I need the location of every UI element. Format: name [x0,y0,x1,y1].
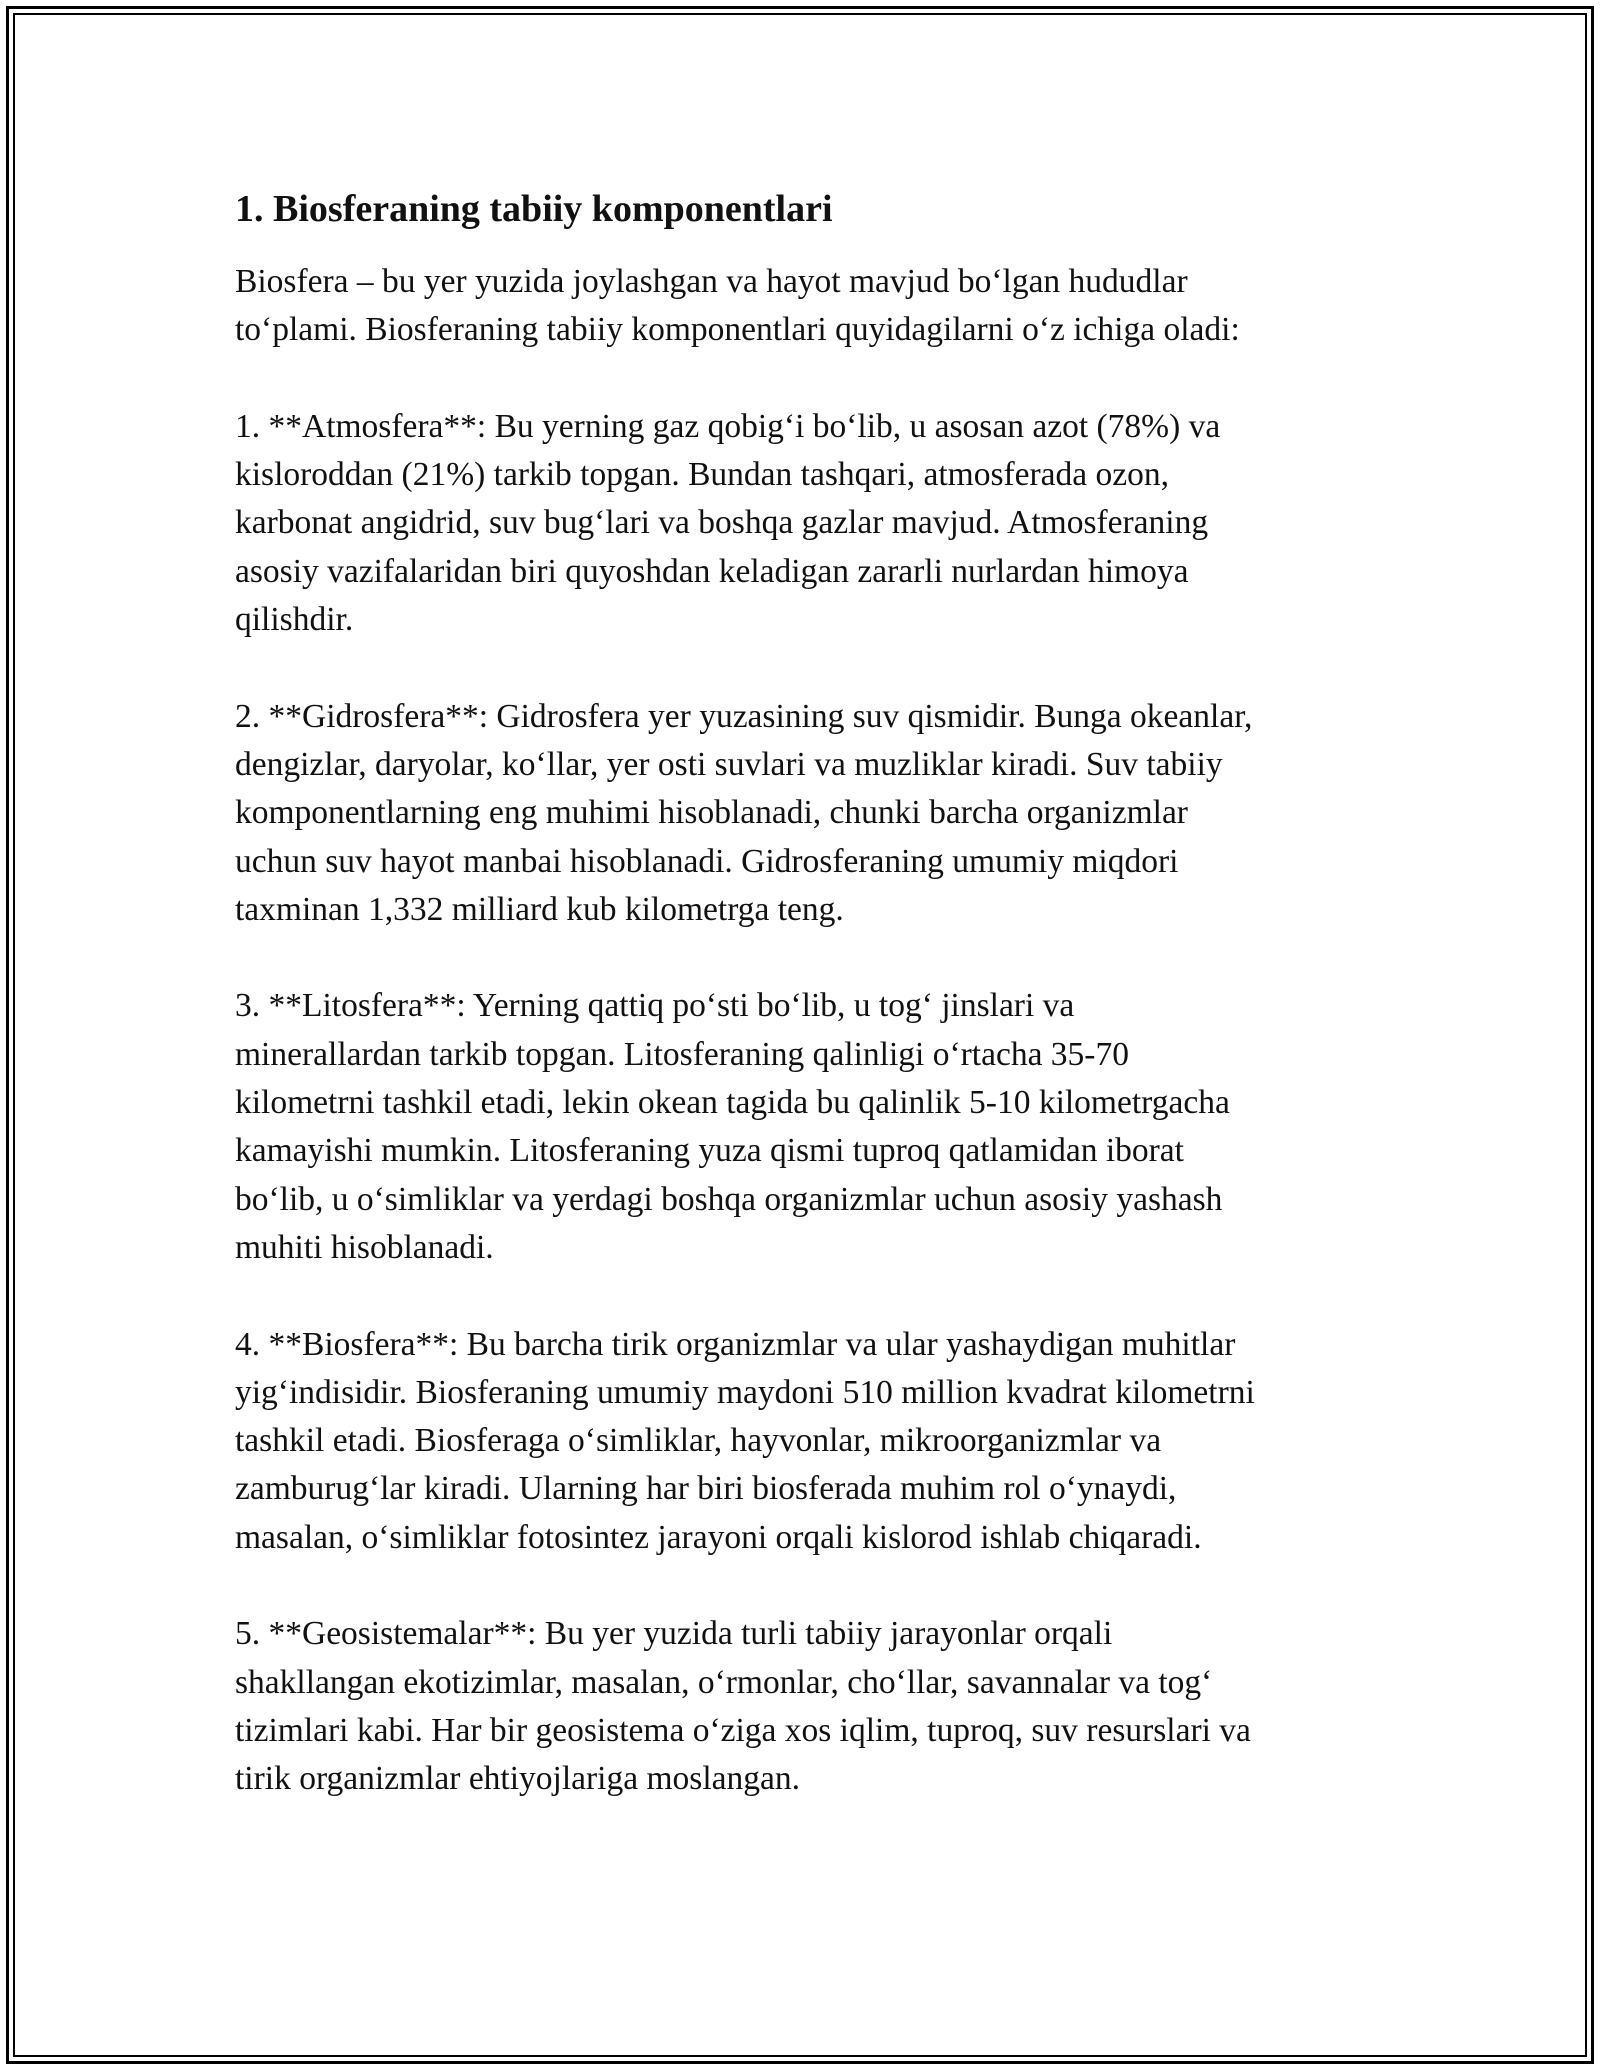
document-body [235,185,1380,1852]
document-title: 1. Biosferaning tabiiy komponentlari [235,188,833,230]
intro-paragraph: Biosfera – bu yer yuzida joylashgan va hayot mavjud bo‘lgan hududlar to‘plami. Biosferaning tabiiy komponentlari quyidagilarni o‘z ichiga oladi: [235,263,1240,349]
paragraph-geosistemalar: 5. **Geosistemalar**: Bu yer yuzida turli tabiiy jarayonlar orqali shakllangan ekotizimlar, masalan, o‘rmonlar, cho‘llar, savannalar va tog‘ tizimlari kabi. Har bir geosistema o‘ziga xos iqlim, tuproq, suv resurslari va tirik organizmlar ehtiyojlariga moslangan. [235,1615,1251,1798]
paragraph-gidrosfera: 2. **Gidrosfera**: Gidrosfera yer yuzasining suv qismidir. Bunga okeanlar, dengizlar, daryolar, ko‘llar, yer osti suvlari va muzliklar kiradi. Suv tabiiy komponentlarning eng muhimi hisoblanadi, chunki barcha organizmlar uchun suv hayot manbai hisoblanadi. Gidrosferaning umumiy miqdori taxminan 1,332 milliard kub kilometrga teng. [235,697,1253,928]
paragraph-biosfera: 4. **Biosfera**: Bu barcha tirik organizmlar va ular yashaydigan muhitlar yig‘indisidir. Biosferaning umumiy maydoni 510 million kvadrat kilometrni tashkil etadi. Biosferaga o‘simliklar, hayvonlar, mikroorganizmlar va zamburug‘lar kiradi. Ularning har biri biosferada muhim rol o‘ynaydi, masalan, o‘simliklar fotosintez jarayoni orqali kislorod ishlab chiqaradi. [235,1325,1255,1556]
paragraph-litosfera: 3. **Litosfera**: Yerning qattiq po‘sti bo‘lib, u tog‘ jinslari va minerallardan tarkib topgan. Litosferaning qalinligi o‘rtacha 35-70 kilometrni tashkil etadi, lekin okean tagida bu qalinlik 5-10 kilometrgacha kamayishi mumkin. Litosferaning yuza qismi tuproq qatlamidan iborat bo‘lib, u o‘simliklar va yerdagi boshqa organizmlar uchun asosiy yashash muhiti hisoblanadi. [235,987,1230,1266]
paragraph-atmosfera: 1. **Atmosfera**: Bu yerning gaz qobig‘i bo‘lib, u asosan azot (78%) va kisloroddan (21%) tarkib topgan. Bundan tashqari, atmosferada ozon, karbonat angidrid, suv bug‘lari va boshqa gazlar mavjud. Atmosferaning asosiy vazifalaridan biri quyoshdan keladigan zararli nurlardan himoya qilishdir. [235,407,1221,639]
